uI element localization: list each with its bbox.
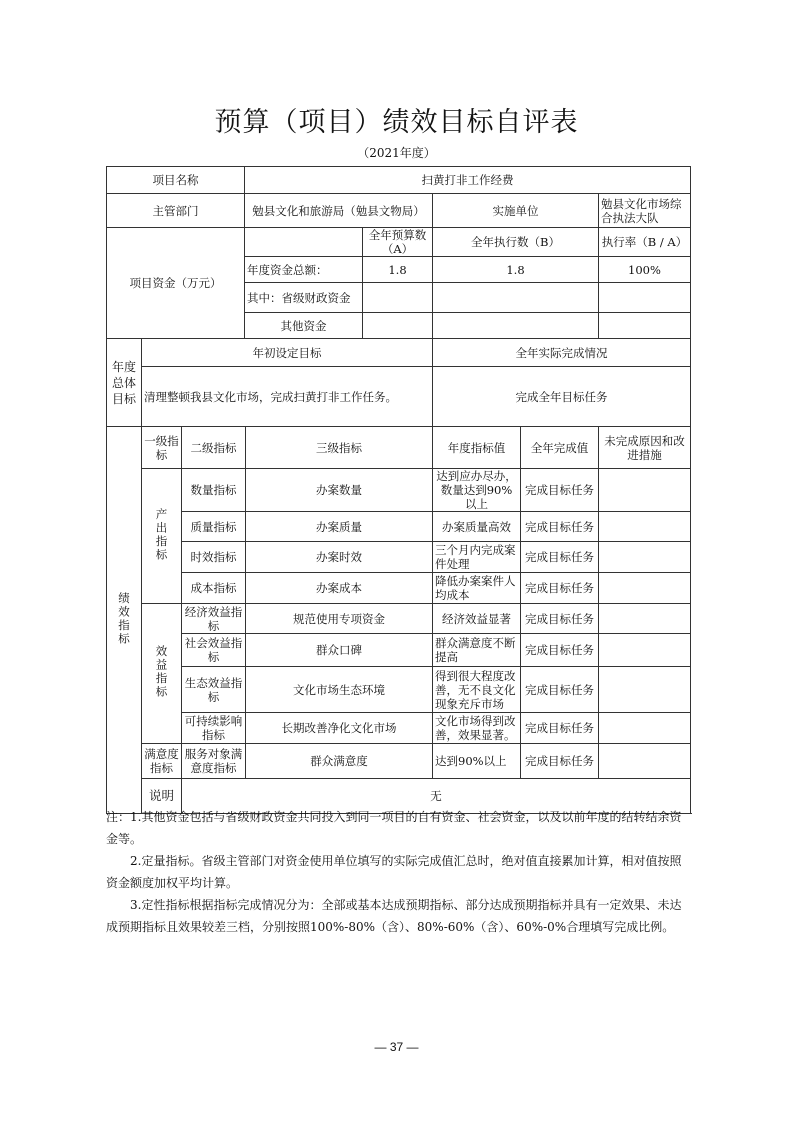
target: 达到应办尽办，数量达到90%以上: [433, 469, 521, 512]
actual: 完成目标任务: [521, 634, 599, 667]
funds-row-rate: 100%: [599, 257, 691, 283]
funds-row-label: 其中：省级财政资金: [245, 283, 363, 313]
footnotes: [106, 806, 692, 938]
indicator-row: [107, 634, 691, 667]
level2: 时效指标: [182, 542, 246, 573]
indicators-label: 绩效指标: [107, 427, 142, 814]
funds-row-executed: [433, 283, 599, 313]
funds-header-executed: 全年执行数（B）: [433, 228, 599, 257]
target: 文化市场得到改善，效果显著。: [433, 713, 521, 744]
level3: 办案成本: [246, 573, 433, 604]
reason: [599, 604, 691, 634]
target: 三个月内完成案件处理: [433, 542, 521, 573]
goals-header-row: [107, 339, 691, 367]
reason: [599, 512, 691, 542]
goals-set-header: 年初设定目标: [142, 339, 433, 367]
actual: 完成目标任务: [521, 713, 599, 744]
level1-output: 产出指标: [142, 469, 182, 604]
header-reason: 未完成原因和改进措施: [599, 427, 691, 469]
reason: [599, 469, 691, 512]
impl-value: 勉县文化市场综合执法大队: [599, 194, 691, 228]
level2: 成本指标: [182, 573, 246, 604]
funds-row-label: 其他资金: [245, 313, 363, 339]
target: 达到90%以上: [433, 744, 521, 779]
target: 降低办案案件人均成本: [433, 573, 521, 604]
header-target: 年度指标值: [433, 427, 521, 469]
level3: 办案数量: [246, 469, 433, 512]
impl-label: 实施单位: [433, 194, 599, 228]
funds-label: 项目资金（万元）: [107, 228, 245, 339]
page-title: 预算（项目）绩效目标自评表: [214, 107, 579, 138]
indicator-row: [107, 667, 691, 713]
page-subtitle: （2021年度）: [357, 146, 436, 160]
header-level1: 一级指标: [142, 427, 182, 469]
reason: [599, 573, 691, 604]
indicator-row: [107, 713, 691, 744]
indicator-row: [107, 512, 691, 542]
funds-header-row: [107, 228, 691, 257]
goals-actual-value: 完成全年目标任务: [433, 367, 691, 427]
actual: 完成目标任务: [521, 542, 599, 573]
level2: 经济效益指标: [182, 604, 246, 634]
level3: 群众口碑: [246, 634, 433, 667]
page-number: — 37 —: [374, 1040, 419, 1054]
annual-goals-table: [106, 338, 691, 427]
actual: 完成目标任务: [521, 512, 599, 542]
level3: 长期改善净化文化市场: [246, 713, 433, 744]
reason: [599, 634, 691, 667]
indicator-row: [107, 573, 691, 604]
indicator-row: [107, 744, 691, 779]
level2: 可持续影响指标: [182, 713, 246, 744]
goals-label: 年度总体目标: [107, 339, 142, 427]
indicator-row: [107, 542, 691, 573]
funds-row-executed: 1.8: [433, 257, 599, 283]
project-name-row: [107, 167, 691, 194]
level2: 数量指标: [182, 469, 246, 512]
reason: [599, 667, 691, 713]
header-level2: 二级指标: [182, 427, 246, 469]
funds-row-label: 年度资金总额：: [245, 257, 363, 283]
actual: 完成目标任务: [521, 573, 599, 604]
actual: 完成目标任务: [521, 744, 599, 779]
reason: [599, 744, 691, 779]
goals-actual-header: 全年实际完成情况: [433, 339, 691, 367]
funds-header-rate: 执行率（B / A）: [599, 228, 691, 257]
indicators-table: [106, 426, 691, 814]
level2: 服务对象满意度指标: [182, 744, 246, 779]
funds-row-rate: [599, 283, 691, 313]
header-actual: 全年完成值: [521, 427, 599, 469]
actual: 完成目标任务: [521, 667, 599, 713]
note-3: 3.定性指标根据指标完成情况分为：全部或基本达成预期指标、部分达成预期指标并具有一定效果、未达成预期指标且效果较差三档，分别按照100%-80%（含）、80%-60%（含）、60%-0%合理填写完成比例。: [106, 898, 682, 934]
project-info-table: [106, 166, 691, 339]
funds-row-budget: [363, 283, 433, 313]
funds-row-rate: [599, 313, 691, 339]
note-1: 注：1.其他资金包括与省级财政资金共同投入到同一项目的自有资金、社会资金，以及以前年度的结转结余资金等。: [106, 810, 682, 846]
level3: 群众满意度: [246, 744, 433, 779]
target: 群众满意度不断提高: [433, 634, 521, 667]
reason: [599, 713, 691, 744]
indicator-row: [107, 604, 691, 634]
funds-header-blank: [245, 228, 363, 257]
level1-benefit: 效益指标: [142, 604, 182, 744]
funds-row-budget: [363, 313, 433, 339]
reason: [599, 542, 691, 573]
dept-label: 主管部门: [107, 194, 245, 228]
note-2: 2.定量指标。省级主管部门对资金使用单位填写的实际完成值汇总时，绝对值直接累加计算，相对值按照资金额度加权平均计算。: [106, 854, 682, 890]
level3: 规范使用专项资金: [246, 604, 433, 634]
actual: 完成目标任务: [521, 604, 599, 634]
indicators-header-row: [107, 427, 691, 469]
funds-row-budget: 1.8: [363, 257, 433, 283]
funds-header-budget: 全年预算数（A）: [363, 228, 433, 257]
goals-set-value: 清理整顿我县文化市场，完成扫黄打非工作任务。: [142, 367, 433, 427]
dept-value: 勉县文化和旅游局（勉县文物局）: [245, 194, 433, 228]
funds-row-executed: [433, 313, 599, 339]
project-name-label: 项目名称: [107, 167, 245, 194]
header-level3: 三级指标: [246, 427, 433, 469]
target: 得到很大程度改善，无不良文化现象充斥市场: [433, 667, 521, 713]
level2: 社会效益指标: [182, 634, 246, 667]
actual: 完成目标任务: [521, 469, 599, 512]
goals-value-row: [107, 367, 691, 427]
level1-satisfaction: 满意度指标: [142, 744, 182, 779]
target: 经济效益显著: [433, 604, 521, 634]
level2: 质量指标: [182, 512, 246, 542]
project-name-value: 扫黄打非工作经费: [245, 167, 691, 194]
remark-label: 说明: [142, 779, 182, 814]
level2: 生态效益指标: [182, 667, 246, 713]
indicator-row: [107, 469, 691, 512]
level3: 文化市场生态环境: [246, 667, 433, 713]
level3: 办案质量: [246, 512, 433, 542]
remark-value: 无: [182, 779, 691, 814]
target: 办案质量高效: [433, 512, 521, 542]
level3: 办案时效: [246, 542, 433, 573]
dept-row: [107, 194, 691, 228]
